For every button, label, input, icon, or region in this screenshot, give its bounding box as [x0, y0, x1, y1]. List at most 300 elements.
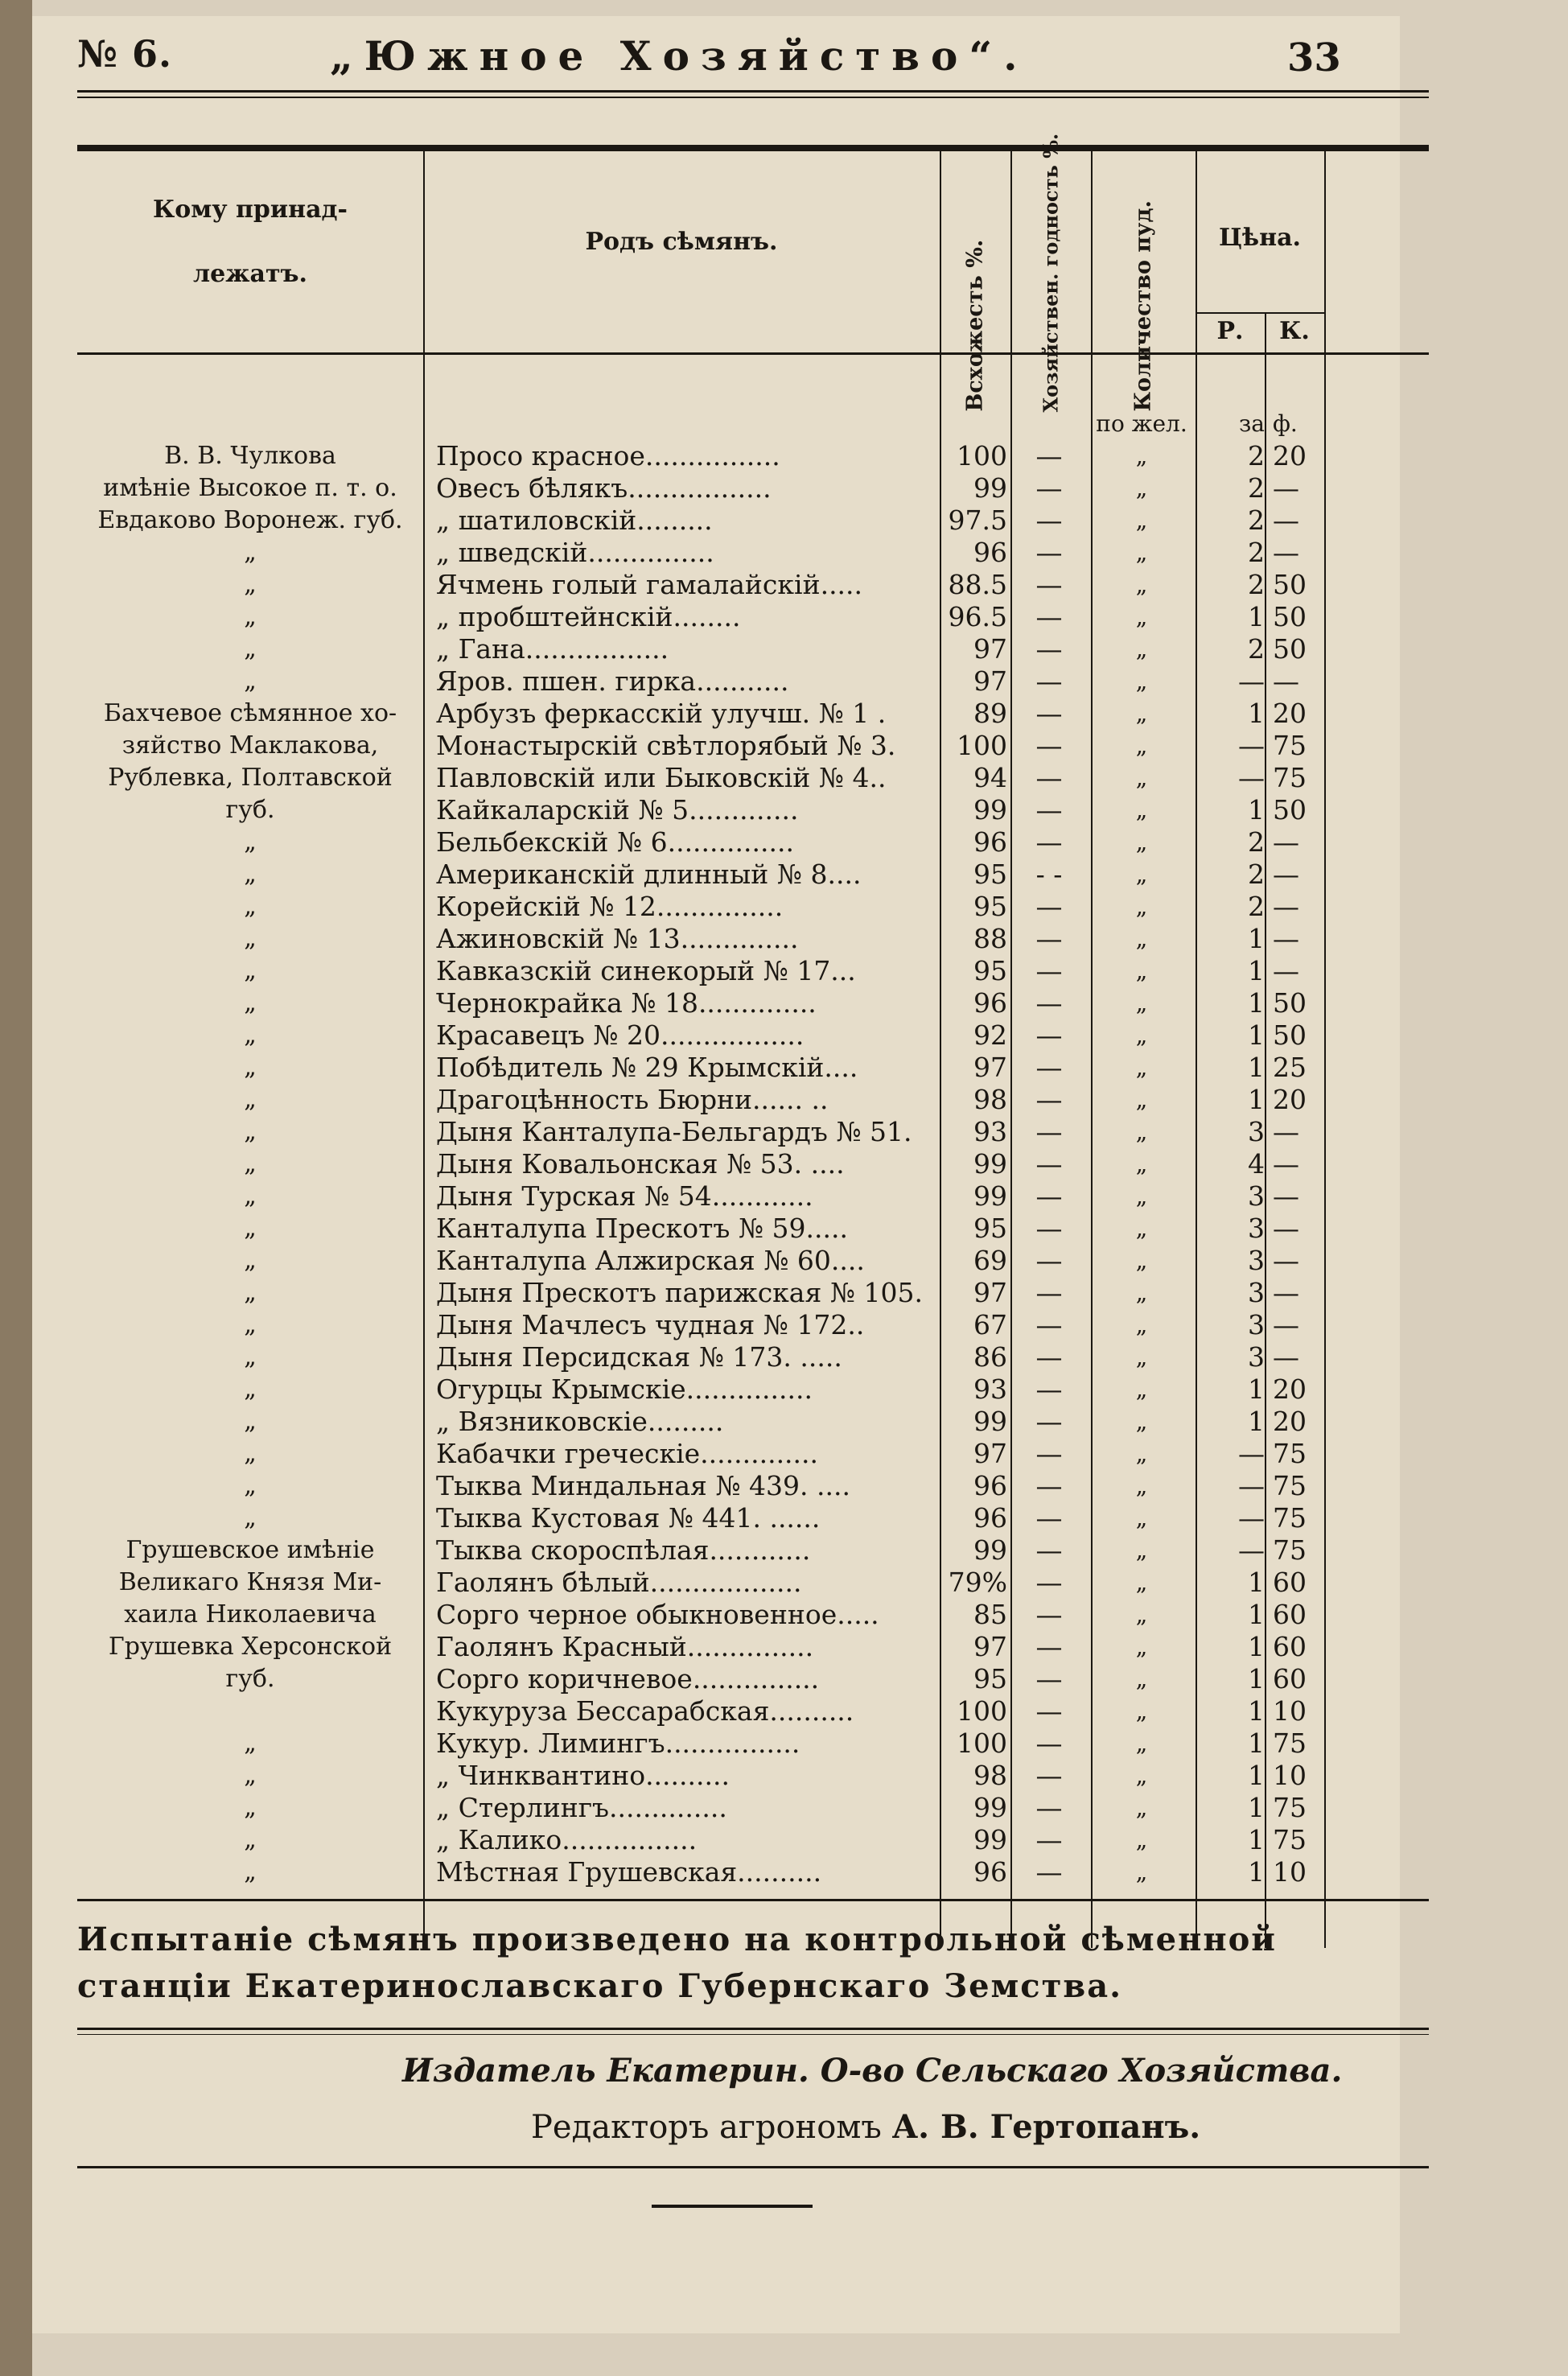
row-price-kop: — [1273, 1213, 1299, 1244]
row-fitness: - - [1035, 859, 1063, 890]
row-fitness: — [1035, 569, 1063, 600]
row-price-kop: 75 [1273, 1792, 1307, 1823]
row-germination: 96 [973, 826, 1007, 858]
row-seed-kind: Гаолянъ бѣлый.................. [436, 1567, 802, 1598]
row-germination: 95 [973, 859, 1007, 890]
row-price-kop: 50 [1273, 1019, 1307, 1051]
table-row [77, 1245, 1429, 1277]
row-seed-kind: Канталупа Прескотъ № 59..... [436, 1213, 848, 1244]
row-owner: „ [244, 538, 257, 566]
row-germination: 100 [957, 730, 1007, 761]
row-price-rub: 1 [1248, 1019, 1265, 1051]
row-price-rub: 1 [1248, 1599, 1265, 1630]
row-seed-kind: „ Стерлингъ.............. [436, 1792, 727, 1823]
row-price-kop: 75 [1273, 762, 1307, 793]
row-price-kop: — [1273, 537, 1299, 568]
row-germination: 99 [973, 472, 1007, 504]
table-row [77, 1438, 1429, 1470]
row-quantity: „ [1135, 539, 1148, 566]
row-owner: „ [244, 828, 257, 856]
row-seed-kind: Яров. пшен. гирка........... [436, 665, 789, 697]
row-price-kop: 20 [1273, 1084, 1307, 1115]
row-price-rub: 3 [1248, 1341, 1265, 1373]
row-germination: 99 [973, 1406, 1007, 1437]
row-seed-kind: Кукуруза Бессарабская.......... [436, 1695, 854, 1727]
row-seed-kind: „ Вязниковскіе......... [436, 1406, 724, 1437]
row-price-rub: 1 [1248, 1373, 1265, 1405]
row-seed-kind: Кавказскій синекорый № 17... [436, 955, 856, 986]
table-row [77, 601, 1429, 633]
row-seed-kind: Дыня Канталупа-Бельгардъ № 51. [436, 1116, 912, 1147]
row-owner: „ [244, 1858, 257, 1886]
row-fitness: — [1035, 1277, 1063, 1308]
row-seed-kind: Дыня Турская № 54............ [436, 1180, 813, 1212]
row-germination: 93 [973, 1373, 1007, 1405]
row-germination: 99 [973, 794, 1007, 826]
row-fitness: — [1035, 1760, 1063, 1791]
row-fitness: — [1035, 1019, 1063, 1051]
row-price-rub: 2 [1248, 826, 1265, 858]
row-price-kop: — [1273, 1180, 1299, 1212]
row-price-rub: 1 [1248, 955, 1265, 986]
row-seed-kind: Тыква Кустовая № 441. ...... [436, 1502, 821, 1534]
row-seed-kind: Драгоцѣнность Бюрни...... .. [436, 1084, 829, 1115]
row-seed-kind: Красавецъ № 20................. [436, 1019, 805, 1051]
row-fitness: — [1035, 1052, 1063, 1083]
row-price-rub: 2 [1248, 440, 1265, 471]
row-owner: „ [244, 1407, 257, 1435]
row-owner: „ [244, 1118, 257, 1146]
row-price-rub: 1 [1248, 1567, 1265, 1598]
row-price-rub: 1 [1248, 601, 1265, 632]
row-seed-kind: Ажиновскій № 13.............. [436, 923, 799, 954]
row-quantity: „ [1135, 893, 1148, 920]
row-fitness: — [1035, 1213, 1063, 1244]
row-owner: „ [244, 603, 257, 631]
row-price-kop: 50 [1273, 794, 1307, 826]
row-fitness: — [1035, 698, 1063, 729]
row-fitness: — [1035, 955, 1063, 986]
row-quantity: „ [1135, 925, 1148, 952]
row-fitness: — [1035, 1792, 1063, 1823]
row-owner: „ [244, 1311, 257, 1339]
row-price-kop: 60 [1273, 1631, 1307, 1662]
row-germination: 97 [973, 1277, 1007, 1308]
row-seed-kind: Гаолянъ Красный............... [436, 1631, 814, 1662]
row-seed-kind: Кайкаларскій № 5............. [436, 794, 799, 826]
row-seed-kind: Арбузъ феркасскій улучш. № 1 . [436, 698, 887, 729]
row-fitness: — [1035, 440, 1063, 471]
row-quantity: „ [1135, 636, 1148, 662]
row-seed-kind: „ Калико................ [436, 1824, 698, 1855]
row-quantity: „ [1135, 1183, 1148, 1209]
row-germination: 95 [973, 891, 1007, 922]
row-price-kop: — [1273, 923, 1299, 954]
row-price-kop: — [1273, 891, 1299, 922]
row-price-rub: — [1238, 730, 1265, 761]
row-price-kop: 50 [1273, 601, 1307, 632]
page [32, 16, 1400, 2333]
row-price-rub: 2 [1248, 633, 1265, 665]
row-quantity: „ [1135, 1794, 1148, 1821]
table-row [77, 1470, 1429, 1502]
row-owner: „ [244, 1793, 257, 1822]
header-owner: Кому принад- лежатъ. [152, 196, 348, 288]
row-owner: „ [244, 1826, 257, 1854]
row-fitness: — [1035, 987, 1063, 1019]
row-price-rub: 1 [1248, 1824, 1265, 1855]
row-germination: 94 [973, 762, 1007, 793]
row-owner: „ [244, 892, 257, 920]
row-fitness: — [1035, 537, 1063, 568]
row-quantity: „ [1135, 1440, 1148, 1467]
row-germination: 100 [957, 1727, 1007, 1759]
row-price-kop: — [1273, 1116, 1299, 1147]
footer-rule [77, 2028, 1429, 2030]
table-row [77, 859, 1429, 891]
row-owner: „ [244, 1085, 257, 1114]
row-price-kop: 60 [1273, 1567, 1307, 1598]
row-price-kop: — [1273, 1309, 1299, 1340]
table-row [77, 1406, 1429, 1438]
row-seed-kind: Дыня Прескотъ парижская № 105. [436, 1277, 923, 1308]
row-quantity: „ [1135, 1537, 1148, 1563]
row-seed-kind: Кабачки греческіе.............. [436, 1438, 819, 1469]
row-price-rub: 4 [1248, 1148, 1265, 1180]
row-germination: 96 [973, 987, 1007, 1019]
row-germination: 98 [973, 1084, 1007, 1115]
row-fitness: — [1035, 1438, 1063, 1469]
table-row [77, 1180, 1429, 1213]
row-price-rub: 3 [1248, 1213, 1265, 1244]
row-germination: 97.5 [948, 504, 1007, 536]
row-fitness: — [1035, 891, 1063, 922]
row-seed-kind: Дыня Персидская № 173. ..... [436, 1341, 842, 1373]
row-seed-kind: Просо красное................ [436, 440, 780, 471]
table-row [77, 891, 1429, 923]
row-quantity: „ [1135, 1054, 1148, 1081]
row-price-rub: 1 [1248, 698, 1265, 729]
row-owner: „ [244, 924, 257, 953]
row-quantity: „ [1135, 1633, 1148, 1660]
row-germination: 93 [973, 1116, 1007, 1147]
row-quantity: „ [1135, 990, 1148, 1016]
header-kind: Родъ сѣмянъ. [585, 228, 778, 256]
row-quantity: „ [1135, 700, 1148, 727]
table-row [77, 1084, 1429, 1116]
row-germination: 97 [973, 665, 1007, 697]
issue-number: № 6. [77, 32, 173, 76]
table-row [77, 1309, 1429, 1341]
row-quantity: „ [1135, 443, 1148, 469]
row-price-rub: — [1238, 1534, 1265, 1566]
row-quantity: „ [1135, 1698, 1148, 1724]
table-row [77, 955, 1429, 987]
row-fitness: — [1035, 601, 1063, 632]
row-germination: 99 [973, 1148, 1007, 1180]
row-germination: 67 [973, 1309, 1007, 1340]
row-fitness: — [1035, 1180, 1063, 1212]
row-price-kop: 75 [1273, 1438, 1307, 1469]
table-row [77, 1856, 1429, 1888]
row-price-rub: 1 [1248, 1760, 1265, 1791]
row-price-rub: 2 [1248, 537, 1265, 568]
row-price-rub: 1 [1248, 1695, 1265, 1727]
row-owner: „ [244, 635, 257, 663]
row-germination: 89 [973, 698, 1007, 729]
row-fitness: — [1035, 1824, 1063, 1855]
table-row [77, 1534, 1429, 1567]
row-quantity: „ [1135, 1859, 1148, 1885]
row-price-rub: 2 [1248, 859, 1265, 890]
row-seed-kind: Побѣдитель № 29 Крымскій.... [436, 1052, 858, 1083]
row-quantity: „ [1135, 1505, 1148, 1531]
row-price-kop: 20 [1273, 1406, 1307, 1437]
row-quantity: „ [1135, 1376, 1148, 1402]
row-fitness: — [1035, 1727, 1063, 1759]
row-price-rub: 3 [1248, 1245, 1265, 1276]
row-fitness: — [1035, 1341, 1063, 1373]
row-quantity: „ [1135, 1118, 1148, 1145]
row-germination: 96 [973, 1856, 1007, 1888]
row-price-rub: 1 [1248, 987, 1265, 1019]
row-fitness: — [1035, 1695, 1063, 1727]
row-fitness: — [1035, 794, 1063, 826]
row-fitness: — [1035, 1856, 1063, 1888]
table-row [77, 1567, 1429, 1599]
row-owner: „ [244, 1343, 257, 1371]
bottom-rule [77, 2166, 1429, 2168]
unit-row: по жел. за ф. [1096, 410, 1298, 437]
row-fitness: — [1035, 1373, 1063, 1405]
row-price-kop: — [1273, 1148, 1299, 1180]
row-price-kop: 10 [1273, 1760, 1307, 1791]
table-row [77, 1373, 1429, 1406]
row-seed-kind: Огурцы Крымскіе............... [436, 1373, 813, 1405]
row-price-rub: — [1238, 665, 1265, 697]
row-germination: 99 [973, 1534, 1007, 1566]
row-owner: „ [244, 1439, 257, 1468]
row-price-kop: 50 [1273, 569, 1307, 600]
table-row [77, 633, 1429, 665]
row-price-rub: 1 [1248, 1792, 1265, 1823]
row-fitness: — [1035, 1567, 1063, 1598]
row-owner: „ [244, 1504, 257, 1532]
table-row [77, 504, 1429, 537]
row-seed-kind: Тыква Миндальная № 439. .... [436, 1470, 850, 1501]
row-germination: 98 [973, 1760, 1007, 1791]
row-germination: 95 [973, 955, 1007, 986]
row-quantity: „ [1135, 571, 1148, 598]
row-fitness: — [1035, 1084, 1063, 1115]
row-germination: 86 [973, 1341, 1007, 1373]
header-rule [77, 90, 1429, 93]
row-owner: „ [244, 570, 257, 599]
row-quantity: „ [1135, 475, 1148, 501]
table-row [77, 1502, 1429, 1534]
row-quantity: „ [1135, 1312, 1148, 1338]
row-seed-kind: Дыня Ковальонская № 53. .... [436, 1148, 845, 1180]
table-row [77, 794, 1429, 826]
row-price-kop: 20 [1273, 440, 1307, 471]
row-quantity: „ [1135, 1730, 1148, 1756]
row-seed-kind: Овесъ бѣлякъ................. [436, 472, 772, 504]
seed-table [77, 133, 1429, 1948]
row-price-kop: — [1273, 1245, 1299, 1276]
row-price-kop: — [1273, 955, 1299, 986]
row-fitness: — [1035, 762, 1063, 793]
row-seed-kind: Бельбекскій № 6............... [436, 826, 794, 858]
footer-rule-thin [77, 2034, 1429, 2035]
table-row [77, 1599, 1429, 1631]
row-price-kop: 50 [1273, 987, 1307, 1019]
row-germination: 96 [973, 537, 1007, 568]
row-quantity: „ [1135, 1472, 1148, 1499]
testing-note: Испытаніе сѣмянъ произведено на контрольной сѣменной станціи Екатеринославскаго Губернскаго Земства. [77, 1921, 1277, 2005]
header-germination: Всхожесть %. [962, 239, 988, 412]
row-price-kop: 75 [1273, 1534, 1307, 1566]
row-owner: „ [244, 1761, 257, 1789]
table-bottom-rule [77, 1899, 1429, 1901]
row-seed-kind: Американскій длинный № 8.... [436, 859, 862, 890]
row-quantity: „ [1135, 603, 1148, 630]
table-row [77, 569, 1429, 601]
row-germination: 97 [973, 633, 1007, 665]
row-price-rub: 1 [1248, 1052, 1265, 1083]
row-owner: „ [244, 1375, 257, 1403]
row-owner: „ [244, 1053, 257, 1081]
row-seed-kind: Ячмень голый гамалайскій..... [436, 569, 863, 600]
row-price-kop: 75 [1273, 1502, 1307, 1534]
table-row [77, 730, 1429, 762]
row-owner: „ [244, 1150, 257, 1178]
journal-title: „Южное Хозяйство“. [330, 32, 1029, 80]
row-price-kop: — [1273, 1341, 1299, 1373]
row-quantity: „ [1135, 1022, 1148, 1048]
row-price-rub: 1 [1248, 923, 1265, 954]
row-germination: 96 [973, 1502, 1007, 1534]
row-seed-kind: „ пробштейнскій........ [436, 601, 741, 632]
table-row [77, 1695, 1429, 1727]
row-fitness: — [1035, 1631, 1063, 1662]
row-price-kop: — [1273, 826, 1299, 858]
row-seed-kind: „ шведскій............... [436, 537, 714, 568]
row-price-rub: 3 [1248, 1180, 1265, 1212]
row-fitness: — [1035, 633, 1063, 665]
row-quantity: „ [1135, 732, 1148, 759]
row-seed-kind: Сорго коричневое............... [436, 1663, 820, 1694]
row-price-kop: — [1273, 504, 1299, 536]
row-price-rub: 1 [1248, 1631, 1265, 1662]
table-row [77, 1148, 1429, 1180]
table-row [77, 1052, 1429, 1084]
table-row [77, 537, 1429, 569]
editor-prefix: Редакторъ агрономъ [531, 2109, 882, 2146]
table-row [77, 1760, 1429, 1792]
row-price-kop: 20 [1273, 698, 1307, 729]
row-owner: „ [244, 957, 257, 985]
table-header [77, 133, 1429, 413]
row-seed-kind: Чернокрайка № 18.............. [436, 987, 817, 1019]
row-quantity: „ [1135, 1247, 1148, 1274]
row-price-rub: — [1238, 1470, 1265, 1501]
row-owner: „ [244, 1279, 257, 1307]
row-quantity: „ [1135, 1151, 1148, 1177]
row-owner: „ [244, 667, 257, 695]
table-row [77, 1824, 1429, 1856]
table-row [77, 1277, 1429, 1309]
row-germination: 100 [957, 1695, 1007, 1727]
editor-line [531, 2108, 1200, 2146]
row-price-rub: 2 [1248, 472, 1265, 504]
row-price-kop: — [1273, 1277, 1299, 1308]
row-price-kop: 50 [1273, 633, 1307, 665]
table-row [77, 698, 1429, 730]
owner-maklakov: Бахчевое сѣмянное хо- зяйство Маклакова, Рублевка, Полтавской губ. [103, 699, 397, 824]
table-row [77, 440, 1429, 472]
row-price-kop: 25 [1273, 1052, 1307, 1083]
row-germination: 97 [973, 1438, 1007, 1469]
row-quantity: „ [1135, 861, 1148, 887]
row-germination: 85 [973, 1599, 1007, 1630]
row-germination: 95 [973, 1213, 1007, 1244]
closing-rule [652, 2205, 813, 2208]
owner-chulkova: В. В. Чулкова имѣніе Высокое п. т. о. Евдаково Воронеж. губ. [97, 442, 403, 534]
table-row [77, 1116, 1429, 1148]
row-fitness: — [1035, 665, 1063, 697]
table-row [77, 1213, 1429, 1245]
row-price-kop: 75 [1273, 1727, 1307, 1759]
row-fitness: — [1035, 472, 1063, 504]
row-price-kop: 75 [1273, 1824, 1307, 1855]
row-fitness: — [1035, 1534, 1063, 1566]
row-price-kop: 75 [1273, 730, 1307, 761]
row-price-kop: 10 [1273, 1695, 1307, 1727]
row-price-kop: 20 [1273, 1373, 1307, 1405]
row-owner: „ [244, 860, 257, 888]
row-fitness: — [1035, 826, 1063, 858]
row-fitness: — [1035, 504, 1063, 536]
row-price-rub: — [1238, 762, 1265, 793]
row-quantity: „ [1135, 1826, 1148, 1853]
row-fitness: — [1035, 1470, 1063, 1501]
table-row [77, 987, 1429, 1019]
row-quantity: „ [1135, 507, 1148, 533]
row-price-rub: 2 [1248, 569, 1265, 600]
publisher-line: Издатель Екатерин. О-во Сельскаго Хозяйства. [402, 2052, 1343, 2090]
row-seed-kind: Павловскій или Быковскій № 4.. [436, 762, 887, 793]
table-row [77, 1631, 1429, 1663]
row-price-kop: — [1273, 859, 1299, 890]
row-germination: 88 [973, 923, 1007, 954]
row-fitness: — [1035, 1309, 1063, 1340]
table-row [77, 1663, 1429, 1695]
row-price-kop: — [1273, 665, 1299, 697]
row-price-rub: 2 [1248, 504, 1265, 536]
row-seed-kind: Монастырскій свѣтлорябый № 3. [436, 730, 896, 761]
row-fitness: — [1035, 1406, 1063, 1437]
row-germination: 92 [973, 1019, 1007, 1051]
row-seed-kind: Дыня Мачлесъ чудная № 172.. [436, 1309, 865, 1340]
row-germination: 96.5 [948, 601, 1007, 632]
row-price-rub: 1 [1248, 1406, 1265, 1437]
row-quantity: „ [1135, 1408, 1148, 1435]
table-row [77, 472, 1429, 504]
row-price-rub: 1 [1248, 1856, 1265, 1888]
row-fitness: — [1035, 1245, 1063, 1276]
owner-grushevka: Грушевское имѣніе Великаго Князя Ми- хаила Николаевича Грушевка Херсонской губ. [108, 1536, 393, 1693]
row-price-rub: 3 [1248, 1309, 1265, 1340]
